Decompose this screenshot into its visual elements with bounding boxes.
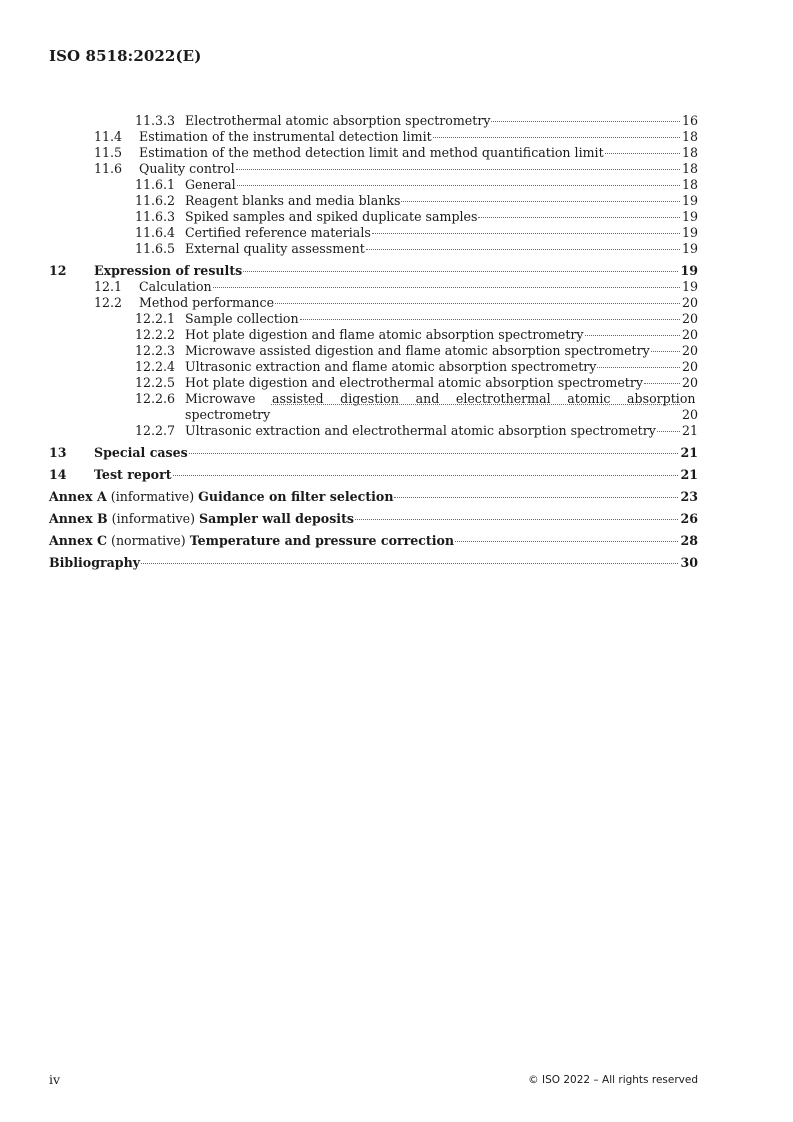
dot-leader bbox=[394, 497, 678, 498]
copyright-notice: © ISO 2022 – All rights reserved bbox=[528, 1074, 698, 1086]
toc-entry-11-6-4[interactable] bbox=[49, 225, 698, 241]
toc-title: Microwave assisted digestion and flame atomic absorption spectrometry bbox=[185, 343, 650, 358]
toc-page: 18 bbox=[681, 177, 698, 192]
toc-entry-11-3-3[interactable] bbox=[49, 113, 698, 129]
dot-leader bbox=[243, 271, 678, 272]
toc-page: 20 bbox=[681, 375, 698, 390]
dot-leader bbox=[213, 287, 680, 288]
toc-page: 20 bbox=[681, 343, 698, 358]
toc-page: 16 bbox=[681, 113, 698, 128]
toc-page: 19 bbox=[681, 241, 698, 256]
toc-number: 11.6.4 bbox=[135, 225, 176, 240]
toc-entry-12-2-6[interactable] bbox=[49, 391, 698, 423]
toc-entry-11-6[interactable] bbox=[49, 161, 698, 177]
toc-number: 11.6.3 bbox=[135, 209, 176, 224]
toc-entry-annex-c[interactable] bbox=[49, 533, 698, 549]
annex-title: Guidance on filter selection bbox=[198, 489, 394, 504]
toc-number: 11.6 bbox=[94, 161, 123, 176]
toc-number: 12 bbox=[49, 263, 67, 278]
toc-entry-14[interactable] bbox=[49, 467, 698, 483]
toc-page: 18 bbox=[681, 145, 698, 160]
toc-title: Certified reference materials bbox=[185, 225, 371, 240]
toc-number: 12.1 bbox=[94, 279, 123, 294]
toc-page: 21 bbox=[680, 467, 698, 482]
toc-page: 18 bbox=[681, 161, 698, 176]
annex-classification: (normative) bbox=[111, 533, 186, 548]
toc-title: Estimation of the instrumental detection limit bbox=[139, 129, 432, 144]
toc-number: 12.2 bbox=[94, 295, 123, 310]
toc-entry-11-6-3[interactable] bbox=[49, 209, 698, 225]
toc-title: Spiked samples and spiked duplicate samples bbox=[185, 209, 478, 224]
toc-title: Calculation bbox=[139, 279, 212, 294]
toc-page: 26 bbox=[680, 511, 698, 526]
annex-title: Temperature and pressure correction bbox=[189, 533, 455, 548]
toc-page: 19 bbox=[681, 279, 698, 294]
toc-entry-12-2-7[interactable] bbox=[49, 423, 698, 439]
dot-leader bbox=[491, 121, 680, 122]
toc-page: 21 bbox=[681, 423, 698, 438]
dot-leader bbox=[366, 249, 680, 250]
dot-leader bbox=[237, 185, 680, 186]
toc-title-continued: spectrometry bbox=[185, 407, 271, 422]
toc-number: 12.2.4 bbox=[135, 359, 176, 374]
toc-number: 11.6.5 bbox=[135, 241, 176, 256]
toc-entry-11-6-2[interactable] bbox=[49, 193, 698, 209]
toc-entry-12-2-2[interactable] bbox=[49, 327, 698, 343]
annex-label: Annex B bbox=[49, 511, 108, 526]
toc-title: General bbox=[185, 177, 236, 192]
toc-entry-annex-a[interactable] bbox=[49, 489, 698, 505]
toc-title: Bibliography bbox=[49, 555, 141, 570]
dot-leader bbox=[173, 475, 679, 476]
toc-number: 12.2.6 bbox=[135, 391, 176, 406]
page-number: iv bbox=[49, 1072, 61, 1087]
dot-leader bbox=[401, 201, 680, 202]
toc-number: 11.5 bbox=[94, 145, 123, 160]
toc-title: Reagent blanks and media blanks bbox=[185, 193, 401, 208]
toc-page: 19 bbox=[680, 263, 698, 278]
toc-title: Ultrasonic extraction and flame atomic absorption spectrometry bbox=[185, 359, 597, 374]
annex-classification: (informative) bbox=[111, 511, 195, 526]
toc-number: 13 bbox=[49, 445, 67, 460]
dot-leader bbox=[585, 335, 680, 336]
toc-page: 28 bbox=[680, 533, 698, 548]
toc-number: 12.2.7 bbox=[135, 423, 176, 438]
toc-entry-bibliography[interactable] bbox=[49, 555, 698, 571]
toc-number: 12.2.3 bbox=[135, 343, 176, 358]
annex-label: Annex A bbox=[49, 489, 107, 504]
dot-leader bbox=[455, 541, 678, 542]
toc-page: 20 bbox=[681, 359, 698, 374]
toc-page: 23 bbox=[680, 489, 698, 504]
toc-title: Hot plate digestion and flame atomic absorption spectrometry bbox=[185, 327, 584, 342]
toc-entry-12-2-1[interactable] bbox=[49, 311, 698, 327]
dot-leader bbox=[478, 217, 680, 218]
annex-title: Sampler wall deposits bbox=[199, 511, 354, 526]
dot-leader bbox=[236, 169, 680, 170]
toc-page: 20 bbox=[681, 327, 698, 342]
toc-page: 20 bbox=[681, 407, 698, 422]
toc-entry-11-4[interactable] bbox=[49, 129, 698, 145]
toc-number: 12.2.1 bbox=[135, 311, 176, 326]
toc-title: Quality control bbox=[139, 161, 235, 176]
toc-entry-12-2-5[interactable] bbox=[49, 375, 698, 391]
dot-leader bbox=[189, 453, 679, 454]
toc-title: Method performance bbox=[139, 295, 275, 310]
toc-entry-12[interactable] bbox=[49, 263, 698, 279]
toc-title: Test report bbox=[94, 467, 172, 482]
toc-number: 11.4 bbox=[94, 129, 123, 144]
toc-title: Sample collection bbox=[185, 311, 299, 326]
dot-leader bbox=[141, 563, 678, 564]
toc-entry-12-2[interactable] bbox=[49, 295, 698, 311]
toc-title: External quality assessment bbox=[185, 241, 365, 256]
annex-classification: (informative) bbox=[110, 489, 195, 504]
toc-entry-12-2-4[interactable] bbox=[49, 359, 698, 375]
toc-page: 21 bbox=[680, 445, 698, 460]
toc-entry-11-5[interactable] bbox=[49, 145, 698, 161]
toc-title: Estimation of the method detection limit and method quantification limit bbox=[139, 145, 604, 160]
dot-leader bbox=[300, 319, 680, 320]
toc-title: Electrothermal atomic absorption spectrometry bbox=[185, 113, 491, 128]
toc-number: 12.2.5 bbox=[135, 375, 176, 390]
toc-title: Expression of results bbox=[94, 263, 243, 278]
toc-entry-11-6-5[interactable] bbox=[49, 241, 698, 257]
dot-leader bbox=[644, 383, 680, 384]
toc-number: 11.3.3 bbox=[135, 113, 176, 128]
toc-page: 30 bbox=[680, 555, 698, 570]
toc-page: 18 bbox=[681, 129, 698, 144]
document-id: ISO 8518:2022(E) bbox=[49, 47, 202, 65]
toc-page: 19 bbox=[681, 225, 698, 240]
toc-page: 19 bbox=[681, 193, 698, 208]
toc-number: 14 bbox=[49, 467, 67, 482]
dot-leader bbox=[271, 404, 680, 405]
toc-entry-11-6-1[interactable] bbox=[49, 177, 698, 193]
dot-leader bbox=[433, 137, 680, 138]
toc-title: Microwave assisted digestion and electrothermal atomic absorption bbox=[185, 391, 696, 406]
table-of-contents bbox=[49, 113, 698, 571]
dot-leader bbox=[355, 519, 678, 520]
toc-number: 11.6.2 bbox=[135, 193, 176, 208]
dot-leader bbox=[657, 431, 680, 432]
toc-page: 20 bbox=[681, 295, 698, 310]
toc-title: Special cases bbox=[94, 445, 188, 460]
toc-title: Ultrasonic extraction and electrothermal atomic absorption spectrometry bbox=[185, 423, 656, 438]
toc-title: Hot plate digestion and electrothermal atomic absorption spectrometry bbox=[185, 375, 643, 390]
annex-label: Annex C bbox=[49, 533, 108, 548]
toc-page: 19 bbox=[681, 209, 698, 224]
toc-entry-13[interactable] bbox=[49, 445, 698, 461]
dot-leader bbox=[275, 303, 680, 304]
dot-leader bbox=[605, 153, 680, 154]
dot-leader bbox=[372, 233, 680, 234]
toc-entry-12-1[interactable] bbox=[49, 279, 698, 295]
dot-leader bbox=[597, 367, 680, 368]
toc-number: 11.6.1 bbox=[135, 177, 176, 192]
toc-page: 20 bbox=[681, 311, 698, 326]
toc-number: 12.2.2 bbox=[135, 327, 176, 342]
dot-leader bbox=[651, 351, 680, 352]
toc-entry-annex-b[interactable] bbox=[49, 511, 698, 527]
toc-entry-12-2-3[interactable] bbox=[49, 343, 698, 359]
